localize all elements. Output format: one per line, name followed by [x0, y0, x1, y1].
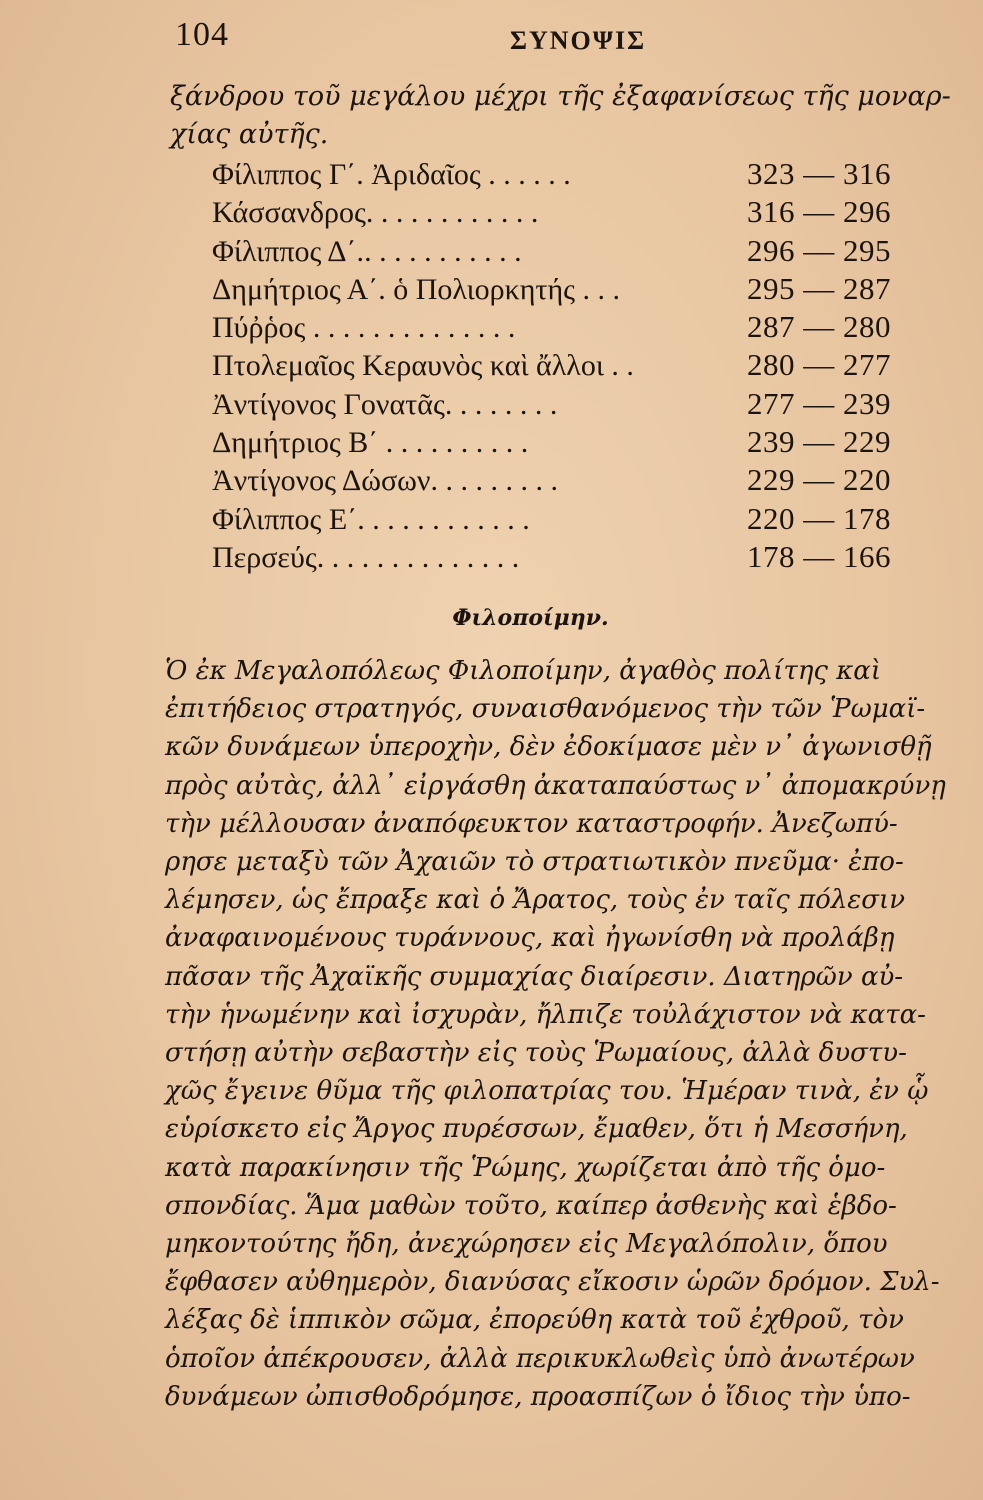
ruler-name: Ἀντίγονος Γονατᾶς. . . . . . . .	[212, 387, 558, 421]
text-line: κῶν δυνάμεων ὑπεροχὴν, δὲν ἐδοκίμασε μὲν ν᾽ ἀγωνισθῇ	[165, 732, 932, 763]
chronology-entry	[212, 309, 932, 347]
page-header	[175, 16, 955, 66]
ruler-name: Φίλιππος Δ΄.. . . . . . . . . . .	[212, 234, 522, 268]
chronology-entry	[212, 424, 932, 462]
running-head: ΣΥΝΟΨΙΣ	[510, 26, 647, 55]
ruler-name: Πύῤῥος . . . . . . . . . . . . . .	[212, 311, 516, 345]
text-line: δυνάμεων ὠπισθοδρόμησε, προασπίζων ὁ ἴδιος τὴν ὑπο-	[165, 1381, 911, 1412]
ruler-name: Περσεύς. . . . . . . . . . . . . .	[212, 540, 520, 574]
ruler-name: Πτολεμαῖος Κεραυνὸς καὶ ἄλλοι . .	[212, 349, 634, 383]
text-line: τὴν ἡνωμένην καὶ ἰσχυρὰν, ἤλπιζε τοὐλάχιστον νὰ κατα-	[165, 999, 926, 1030]
ruler-name: Φίλιππος Ε΄. . . . . . . . . . . .	[212, 502, 530, 536]
reign-dates: 280 — 277	[747, 347, 891, 383]
body-paragraph	[165, 652, 960, 1416]
text-line: ἐπιτήδειος στρατηγός, συναισθανόμενος τὴν τῶν Ῥωμαϊ-	[165, 694, 926, 725]
reign-dates: 277 — 239	[747, 385, 891, 421]
reign-dates: 295 — 287	[747, 270, 891, 306]
text-line: χῶς ἔγεινε θῦμα τῆς φιλοπατρίας του. Ἡμέραν τινὰ, ἐν ᾧ	[165, 1076, 929, 1107]
chronology-entry	[212, 462, 932, 500]
chronology-entry	[212, 194, 932, 232]
ruler-name: Δημήτριος Β΄ . . . . . . . . . .	[212, 426, 529, 460]
section-heading: Φιλοποίμην.	[452, 605, 609, 631]
intro-paragraph	[170, 78, 960, 154]
chronology-entry	[212, 539, 932, 577]
reign-dates: 287 — 280	[747, 309, 891, 345]
text-line: ὁποῖον ἀπέκρουσεν, ἀλλὰ περικυκλωθεὶς ὑπὸ ἀνωτέρων	[165, 1343, 915, 1374]
text-line: στήσῃ αὐτὴν σεβαστὴν εἰς τοὺς Ῥωμαίους, ἀλλὰ δυστυ-	[165, 1038, 907, 1069]
text-line: ἔφθασεν αὐθημερὸν, διανύσας εἴκοσιν ὡρῶν δρόμον. Συλ-	[165, 1267, 940, 1298]
text-line: λέξας δὲ ἱππικὸν σῶμα, ἐπορεύθη κατὰ τοῦ ἐχθροῦ, τὸν	[165, 1305, 904, 1336]
reign-dates: 220 — 178	[747, 500, 891, 536]
reign-dates: 316 — 296	[747, 194, 891, 230]
chronology-list	[212, 156, 932, 577]
ruler-name: Ἀντίγονος Δώσων. . . . . . . . .	[212, 464, 558, 498]
reign-dates: 229 — 220	[747, 462, 891, 498]
chronology-entry	[212, 501, 932, 539]
text-line: σπονδίας. Ἅμα μαθὼν τοῦτο, καίπερ ἀσθενὴς καὶ ἑβδο-	[165, 1190, 897, 1221]
text-line: χίας αὐτῆς.	[170, 119, 329, 150]
text-line: ἀναφαινομένους τυράννους, καὶ ἠγωνίσθη νὰ προλάβῃ	[165, 923, 895, 954]
reign-dates: 323 — 316	[747, 156, 891, 191]
reign-dates: 296 — 295	[747, 232, 891, 268]
chronology-entry	[212, 347, 932, 385]
text-line: πᾶσαν τῆς Ἀχαϊκῆς συμμαχίας διαίρεσιν. Διατηρῶν αὐ-	[165, 961, 904, 992]
text-line: μηκοντούτης ἤδη, ἀνεχώρησεν εἰς Μεγαλόπολιν, ὅπου	[165, 1229, 888, 1260]
text-line: εὑρίσκετο εἰς Ἄργος πυρέσσων, ἔμαθεν, ὅτι ἡ Μεσσήνη,	[165, 1114, 908, 1145]
text-line: πρὸς αὐτὰς, ἀλλ᾽ εἰργάσθη ἀκαταπαύστως ν᾽ ἀπομακρύνῃ	[165, 770, 946, 801]
text-line: τὴν μέλλουσαν ἀναπόφευκτον καταστροφήν. Ἀνεζωπύ-	[165, 808, 898, 839]
text-line: ξάνδρου τοῦ μεγάλου μέχρι τῆς ἐξαφανίσεως τῆς μοναρ-	[170, 81, 951, 112]
text-line: ρησε μεταξὺ τῶν Ἀχαιῶν τὸ στρατιωτικὸν πνεῦμα· ἐπο-	[165, 847, 904, 878]
ruler-name: Κάσσανδρος. . . . . . . . . . . .	[212, 196, 539, 230]
chronology-entry	[212, 386, 932, 424]
ruler-name: Δημήτριος Α΄. ὁ Πολιορκητής . . .	[212, 272, 621, 306]
reign-dates: 178 — 166	[747, 538, 891, 574]
chronology-entry	[212, 156, 932, 194]
chronology-entry	[212, 233, 932, 271]
text-line: Ὁ ἐκ Μεγαλοπόλεως Φιλοποίμην, ἀγαθὸς πολίτης καὶ	[165, 656, 882, 686]
reign-dates: 239 — 229	[747, 424, 891, 460]
text-line: λέμησεν, ὡς ἔπραξε καὶ ὁ Ἄρατος, τοὺς ἐν ταῖς πόλεσιν	[165, 885, 905, 916]
chronology-entry	[212, 271, 932, 309]
ruler-name: Φίλιππος Γ΄. Ἀριδαῖος . . . . . .	[212, 158, 571, 191]
page-number: 104	[175, 16, 229, 53]
text-line: κατὰ παρακίνησιν τῆς Ῥώμης, χωρίζεται ἀπὸ τῆς ὁμο-	[165, 1152, 886, 1183]
